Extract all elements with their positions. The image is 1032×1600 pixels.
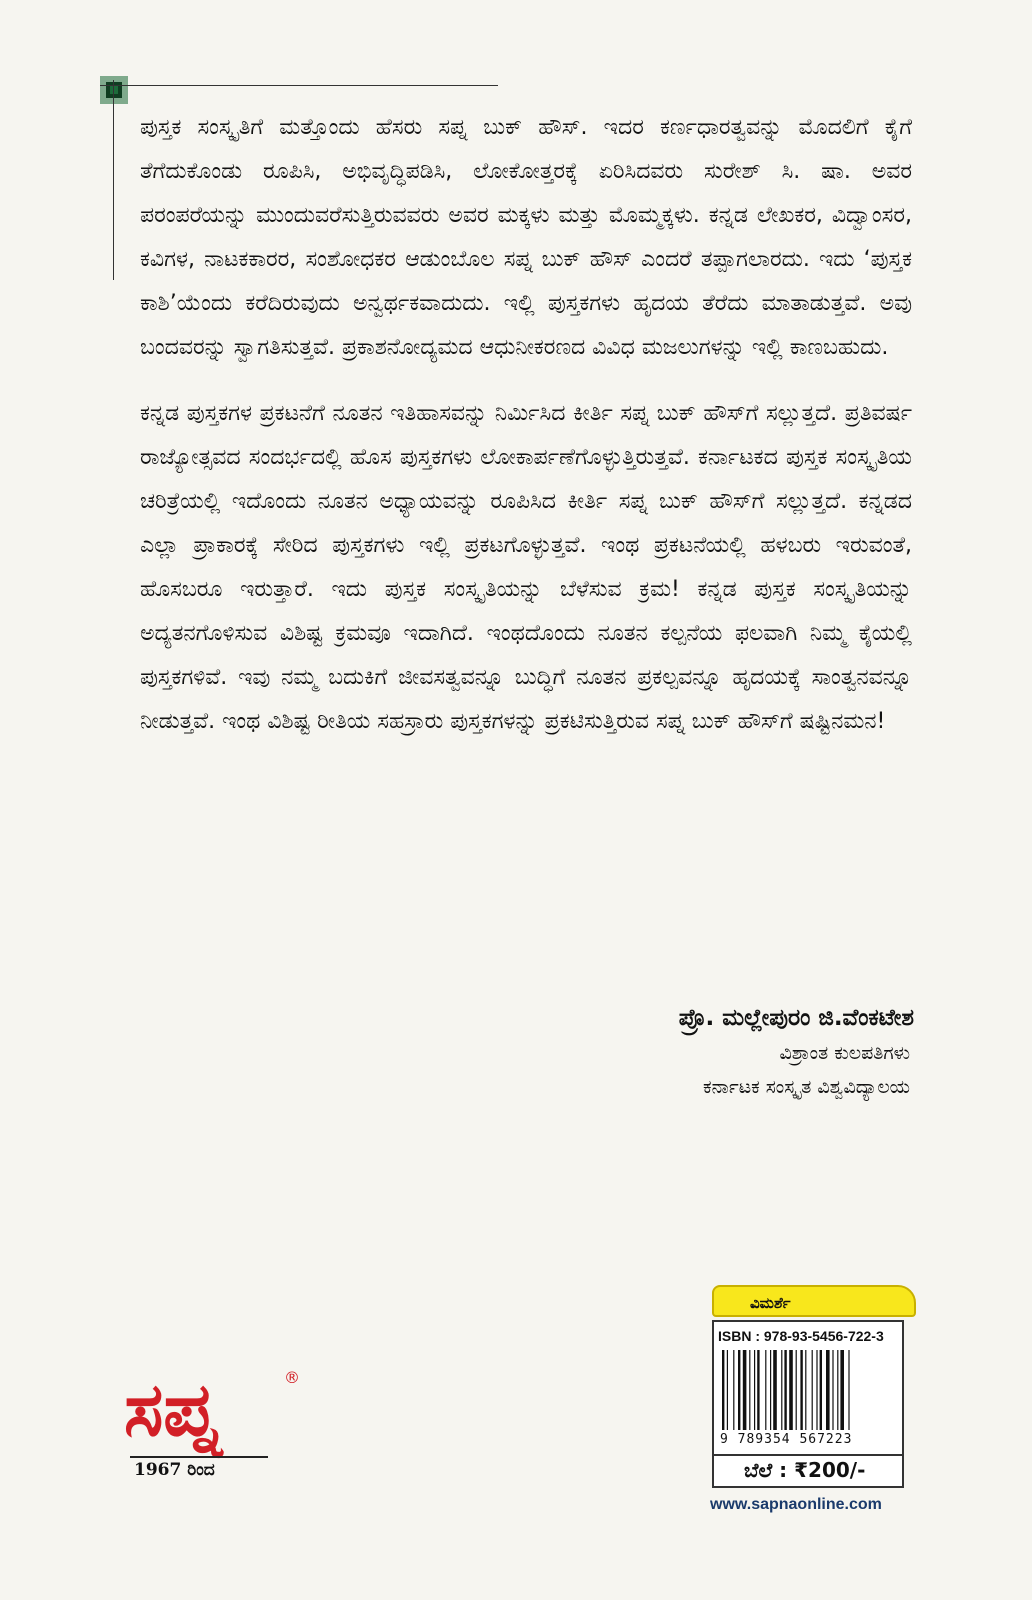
corner-mark — [96, 72, 132, 108]
signature-name: ಪ್ರೊ. ಮಲ್ಲೇಪುರಂ ಜಿ.ವೆಂಕಟೇಶ — [678, 1005, 914, 1031]
isbn-label: ISBN : 978-93-5456-722-3 — [718, 1328, 884, 1344]
left-rule — [113, 80, 114, 280]
barcode-box — [712, 1320, 904, 1488]
genre-tab: ವಿಮರ್ಶೆ — [712, 1285, 916, 1317]
price: ಬೆಲೆ : ₹200/- — [744, 1458, 866, 1482]
signature-block — [679, 1000, 914, 1104]
price-row — [714, 1454, 902, 1488]
barcode-digits: 9 789354 567223 — [720, 1432, 853, 1447]
barcode-icon — [720, 1350, 896, 1430]
signature-institution: ಕರ್ನಾಟಕ ಸಂಸ್ಕೃತ ವಿಶ್ವವಿದ್ಯಾಲಯ — [703, 1076, 910, 1098]
logo-underline — [130, 1456, 268, 1458]
website[interactable]: www.sapnaonline.com — [710, 1496, 882, 1513]
logo-registered-mark: ® — [284, 1368, 300, 1387]
signature-role: ವಿಶ್ರಾಂತ ಕುಲಪತಿಗಳು — [779, 1042, 910, 1064]
publisher-logo — [124, 1367, 314, 1480]
body-text — [140, 106, 912, 744]
top-rule — [100, 85, 498, 86]
logo-text: ಸಪ್ನ — [124, 1367, 221, 1453]
paragraph-1: ಪುಸ್ತಕ ಸಂಸ್ಕೃತಿಗೆ ಮತ್ತೊಂದು ಹೆಸರು ಸಪ್ನ ಬುಕ್ ಹೌಸ್. ಇದರ ಕರ್ಣಧಾರತ್ವವನ್ನು ಮೊದಲಿಗೆ ಕೈಗೆ ತೆಗೆದುಕೊಂಡು ರೂಪಿಸಿ, ಅಭಿವೃದ್ಧಿಪಡಿಸಿ, ಲೋಕೋತ್ತರಕ್ಕೆ ಏರಿಸಿದವರು ಸುರೇಶ್ ಸಿ. ಷಾ. ಅವರ ಪರಂಪರೆಯನ್ನು ಮುಂದುವರೆಸುತ್ತಿರುವವರು ಅವರ ಮಕ್ಕಳು ಮತ್ತು ಮೊಮ್ಮಕ್ಕಳು. ಕನ್ನಡ ಲೇಖಕರ, ವಿದ್ವಾಂಸರ, ಕವಿಗಳ, ನಾಟಕಕಾರರ, ಸಂಶೋಧಕರ ಆಡುಂಬೊಲ ಸಪ್ನ ಬುಕ್ ಹೌಸ್ ಎಂದರೆ ತಪ್ಪಾಗಲಾರದು. ಇದು ‘ಪುಸ್ತಕ ಕಾಶಿ’ಯೆಂದು ಕರೆದಿರುವುದು ಅನ್ವರ್ಥಕವಾದುದು. ಇಲ್ಲಿ ಪುಸ್ತಕಗಳು ಹೃದಯ ತೆರೆದು ಮಾತಾಡುತ್ತವೆ. ಅವು ಬಂದವರನ್ನು ಸ್ವಾಗತಿಸುತ್ತವೆ. ಪ್ರಕಾಶನೋದ್ಯಮದ ಆಧುನೀಕರಣದ ವಿವಿಧ ಮಜಲುಗಳನ್ನು ಇಲ್ಲಿ ಕಾಣಬಹುದು. — [140, 115, 912, 360]
logo-since: 1967 ರಿಂದ — [134, 1460, 215, 1480]
paragraph-2: ಕನ್ನಡ ಪುಸ್ತಕಗಳ ಪ್ರಕಟನೆಗೆ ನೂತನ ಇತಿಹಾಸವನ್ನು ನಿರ್ಮಿಸಿದ ಕೀರ್ತಿ ಸಪ್ನ ಬುಕ್ ಹೌಸ್‌ಗೆ ಸಲ್ಲುತ್ತದೆ. ಪ್ರತಿವರ್ಷ ರಾಜ್ಯೋತ್ಸವದ ಸಂದರ್ಭದಲ್ಲಿ ಹೊಸ ಪುಸ್ತಕಗಳು ಲೋಕಾರ್ಪಣೆಗೊಳ್ಳುತ್ತಿರುತ್ತವೆ. ಕರ್ನಾಟಕದ ಪುಸ್ತಕ ಸಂಸ್ಕೃತಿಯ ಚರಿತ್ರೆಯಲ್ಲಿ ಇದೊಂದು ನೂತನ ಅಧ್ಯಾಯವನ್ನು ರೂಪಿಸಿದ ಕೀರ್ತಿ ಸಪ್ನ ಬುಕ್ ಹೌಸ್‌ಗೆ ಸಲ್ಲುತ್ತದೆ. ಕನ್ನಡದ ಎಲ್ಲಾ ಪ್ರಾಕಾರಕ್ಕೆ ಸೇರಿದ ಪುಸ್ತಕಗಳು ಇಲ್ಲಿ ಪ್ರಕಟಗೊಳ್ಳುತ್ತವೆ. ಇಂಥ ಪ್ರಕಟನೆಯಲ್ಲಿ ಹಳಬರು ಇರುವಂತೆ, ಹೊಸಬರೂ ಇರುತ್ತಾರೆ. ಇದು ಪುಸ್ತಕ ಸಂಸ್ಕೃತಿಯನ್ನು ಬೆಳೆಸುವ ಕ್ರಮ! ಕನ್ನಡ ಪುಸ್ತಕ ಸಂಸ್ಕೃತಿಯನ್ನು ಅದ್ಯತನಗೊಳಿಸುವ ವಿಶಿಷ್ಟ ಕ್ರಮವೂ ಇದಾಗಿದೆ. ಇಂಥದೊಂದು ನೂತನ ಕಲ್ಪನೆಯ ಫಲವಾಗಿ ನಿಮ್ಮ ಕೈಯಲ್ಲಿ ಪುಸ್ತಕಗಳಿವೆ. ಇವು ನಮ್ಮ ಬದುಕಿಗೆ ಜೀವಸತ್ವವನ್ನೂ ಬುದ್ಧಿಗೆ ನೂತನ ಪ್ರಕಲ್ಪವನ್ನೂ ಹೃದಯಕ್ಕೆ ಸಾಂತ್ವನವನ್ನೂ ನೀಡುತ್ತವೆ. ಇಂಥ ವಿಶಿಷ್ಟ ರೀತಿಯ ಸಹಸ್ರಾರು ಪುಸ್ತಕಗಳನ್ನು ಪ್ರಕಟಿಸುತ್ತಿರುವ ಸಪ್ನ ಬುಕ್ ಹೌಸ್‌ಗೆ ಷಷ್ಟಿನಮನ! — [140, 401, 912, 734]
